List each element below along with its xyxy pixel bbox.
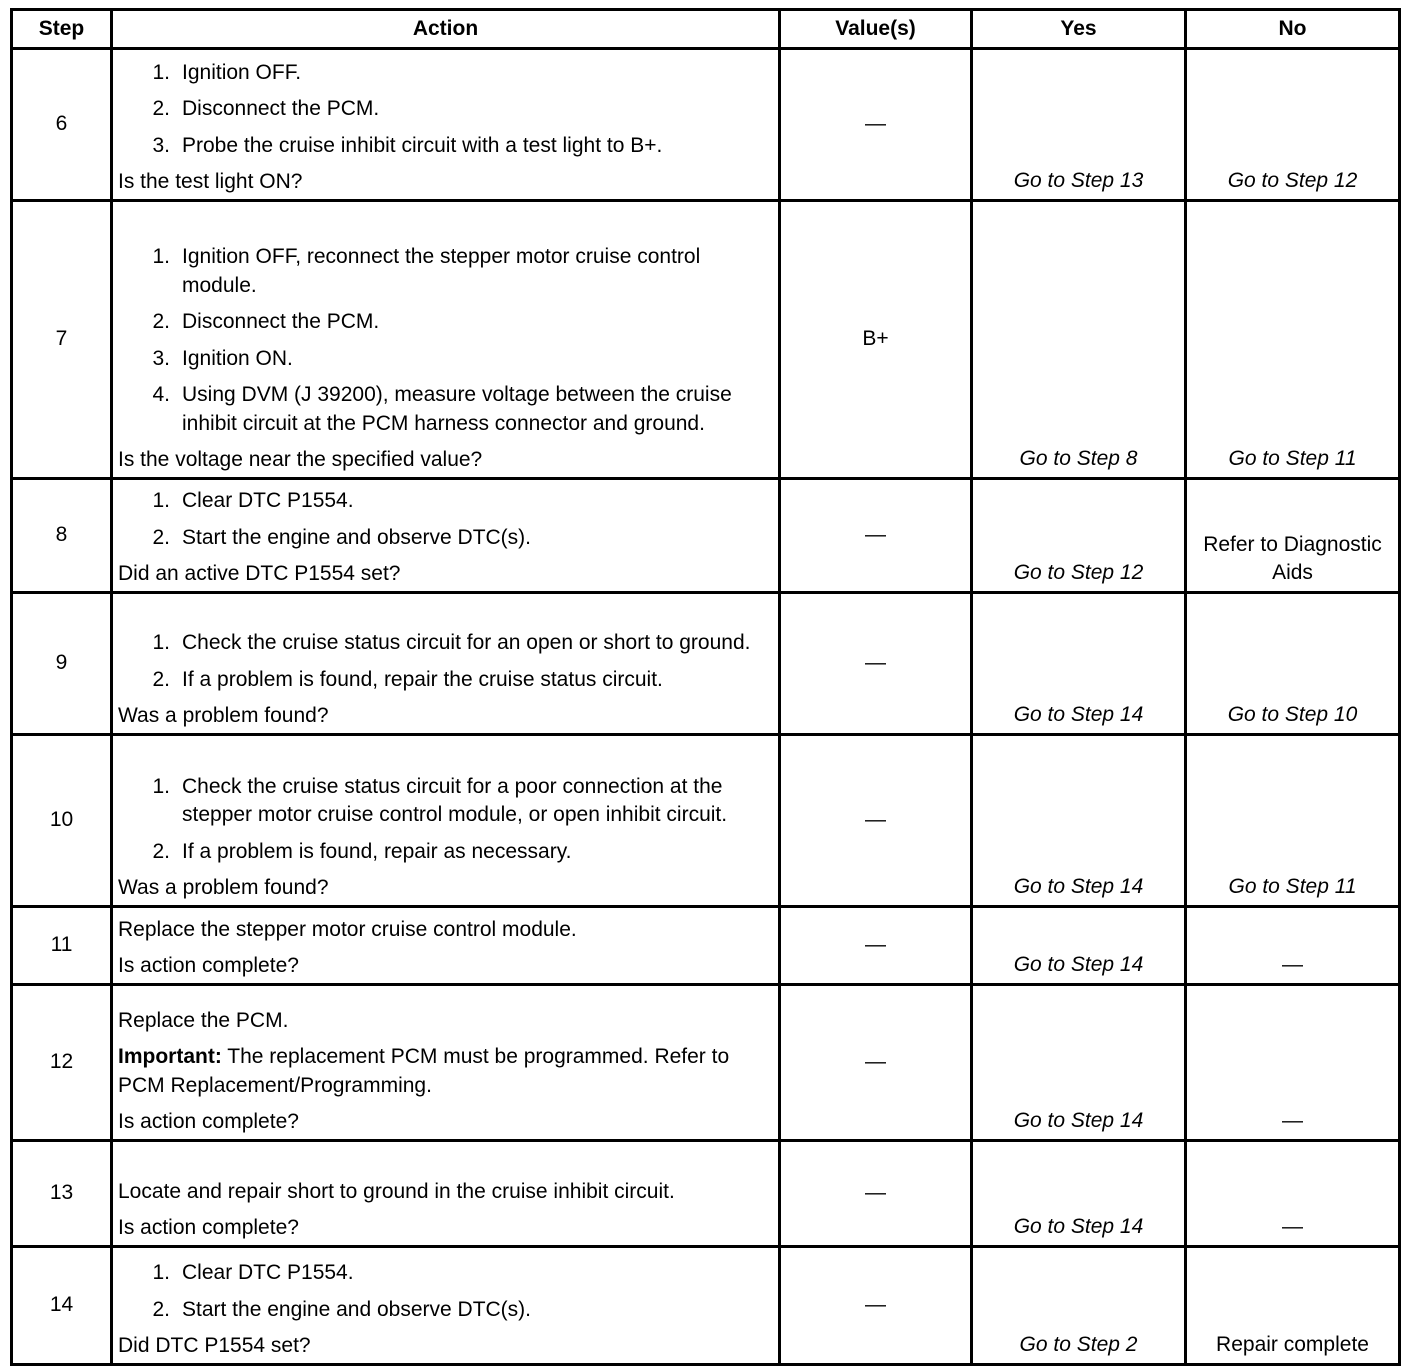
action-item-number: 2. (152, 525, 170, 549)
action-list-item (118, 95, 770, 124)
action-item-number: 2. (152, 1297, 170, 1321)
action-item-number: 2. (152, 310, 170, 334)
table-row (12, 1141, 1400, 1247)
header-no: No (1186, 10, 1400, 49)
action-list-item (118, 59, 770, 88)
action-question: Is the voltage near the specified value? (118, 448, 483, 472)
action-question: Did DTC P1554 set? (118, 1334, 311, 1358)
yes-result: Go to Step 2 (972, 1247, 1186, 1365)
action-list-item (118, 345, 770, 374)
action-list-item (118, 132, 770, 161)
no-result: Go to Step 10 (1186, 593, 1400, 735)
yes-result: Go to Step 14 (972, 907, 1186, 985)
action-list-item (118, 308, 770, 337)
no-result: — (1186, 1141, 1400, 1247)
header-row (12, 10, 1400, 49)
action-question: Was a problem found? (118, 704, 329, 728)
action-item-number: 2. (152, 97, 170, 121)
table-row (12, 593, 1400, 735)
action-list-item (118, 666, 770, 695)
value-cell: — (780, 985, 972, 1141)
no-result: Go to Step 11 (1186, 201, 1400, 479)
action-item-text: Probe the cruise inhibit circuit with a test light to B+. (182, 133, 663, 157)
action-item-number: 1. (152, 631, 170, 655)
yes-result: Go to Step 14 (972, 593, 1186, 735)
action-item-text: Clear DTC P1554. (182, 1261, 354, 1285)
action-item-text: Check the cruise status circuit for an open or short to ground. (182, 631, 751, 655)
table-row (12, 985, 1400, 1141)
action-item-number: 1. (152, 60, 170, 84)
action-question: Is action complete? (118, 1216, 299, 1240)
no-result: Refer to Diagnostic Aids (1186, 479, 1400, 593)
action-item-number: 1. (152, 245, 170, 269)
value-cell: B+ (780, 201, 972, 479)
important-note (118, 1043, 770, 1100)
action-list-item (118, 1296, 770, 1325)
action-item-number: 2. (152, 667, 170, 691)
header-action: Action (112, 10, 780, 49)
action-list-item (118, 243, 770, 300)
action-cell (112, 593, 780, 735)
action-list-item (118, 629, 770, 658)
value-cell: — (780, 907, 972, 985)
action-list-item (118, 1259, 770, 1288)
step-number: 12 (12, 985, 112, 1141)
action-question: Is the test light ON? (118, 170, 303, 194)
action-item-text: Ignition OFF, reconnect the stepper motor cruise control module. (182, 245, 701, 297)
step-number: 10 (12, 735, 112, 907)
action-item-number: 1. (152, 489, 170, 513)
action-cell (112, 479, 780, 593)
action-item-text: If a problem is found, repair the cruise status circuit. (182, 667, 663, 691)
action-cell (112, 907, 780, 985)
value-cell: — (780, 49, 972, 201)
action-cell (112, 735, 780, 907)
table-row (12, 907, 1400, 985)
step-number: 8 (12, 479, 112, 593)
action-paragraph: Locate and repair short to ground in the cruise inhibit circuit. (118, 1179, 675, 1203)
step-number: 14 (12, 1247, 112, 1365)
table-row (12, 735, 1400, 907)
important-text: The replacement PCM must be programmed. Refer to PCM Replacement/Programming. (118, 1045, 730, 1097)
yes-result: Go to Step 14 (972, 735, 1186, 907)
step-number: 6 (12, 49, 112, 201)
step-number: 9 (12, 593, 112, 735)
action-item-number: 2. (152, 839, 170, 863)
action-item-text: Using DVM (J 39200), measure voltage between the cruise inhibit circuit at the PCM harness connector and ground. (182, 383, 732, 435)
action-list-item (118, 838, 770, 867)
value-cell: — (780, 1247, 972, 1365)
action-item-number: 3. (152, 346, 170, 370)
action-cell (112, 49, 780, 201)
action-item-text: Check the cruise status circuit for a poor connection at the stepper motor cruise control module, or open inhibit circuit. (182, 774, 728, 827)
action-item-text: Disconnect the PCM. (182, 97, 380, 121)
table-row (12, 479, 1400, 593)
action-question: Is action complete? (118, 1110, 299, 1134)
value-cell: — (780, 1141, 972, 1247)
step-number: 13 (12, 1141, 112, 1247)
yes-result: Go to Step 14 (972, 985, 1186, 1141)
diagnostic-table (10, 8, 1401, 1366)
value-cell: — (780, 479, 972, 593)
no-result: Repair complete (1186, 1247, 1400, 1365)
action-question: Did an active DTC P1554 set? (118, 562, 401, 586)
action-list-item (118, 773, 770, 830)
action-item-text: Disconnect the PCM. (182, 310, 380, 334)
action-item-number: 1. (152, 1261, 170, 1285)
step-number: 11 (12, 907, 112, 985)
yes-result: Go to Step 8 (972, 201, 1186, 479)
action-item-number: 4. (152, 383, 170, 407)
action-question: Was a problem found? (118, 876, 329, 900)
no-result: Go to Step 11 (1186, 735, 1400, 907)
yes-result: Go to Step 14 (972, 1141, 1186, 1247)
step-number: 7 (12, 201, 112, 479)
header-yes: Yes (972, 10, 1186, 49)
action-cell (112, 1247, 780, 1365)
table-body (12, 49, 1400, 1365)
no-result: — (1186, 907, 1400, 985)
action-paragraph: Replace the stepper motor cruise control module. (118, 917, 577, 941)
action-paragraph: Replace the PCM. (118, 1008, 289, 1032)
value-cell: — (780, 735, 972, 907)
action-list-item (118, 487, 770, 516)
yes-result: Go to Step 13 (972, 49, 1186, 201)
action-item-text: Ignition OFF. (182, 60, 302, 84)
action-item-text: Start the engine and observe DTC(s). (182, 1297, 532, 1321)
action-item-text: Start the engine and observe DTC(s). (182, 525, 532, 549)
important-label: Important: (118, 1045, 222, 1069)
no-result: — (1186, 985, 1400, 1141)
yes-result: Go to Step 12 (972, 479, 1186, 593)
action-item-text: Clear DTC P1554. (182, 489, 354, 513)
action-list-item (118, 381, 770, 438)
action-cell (112, 1141, 780, 1247)
action-item-number: 3. (152, 133, 170, 157)
value-cell: — (780, 593, 972, 735)
header-step: Step (12, 10, 112, 49)
table-row (12, 201, 1400, 479)
header-values: Value(s) (780, 10, 972, 49)
action-item-text: If a problem is found, repair as necessary. (182, 839, 572, 863)
table-row (12, 1247, 1400, 1365)
action-item-number: 1. (152, 774, 170, 798)
action-cell (112, 985, 780, 1141)
action-cell (112, 201, 780, 479)
no-result: Go to Step 12 (1186, 49, 1400, 201)
table-header (12, 10, 1400, 49)
action-list-item (118, 524, 770, 553)
table-row (12, 49, 1400, 201)
action-question: Is action complete? (118, 954, 299, 978)
action-item-text: Ignition ON. (182, 346, 293, 370)
